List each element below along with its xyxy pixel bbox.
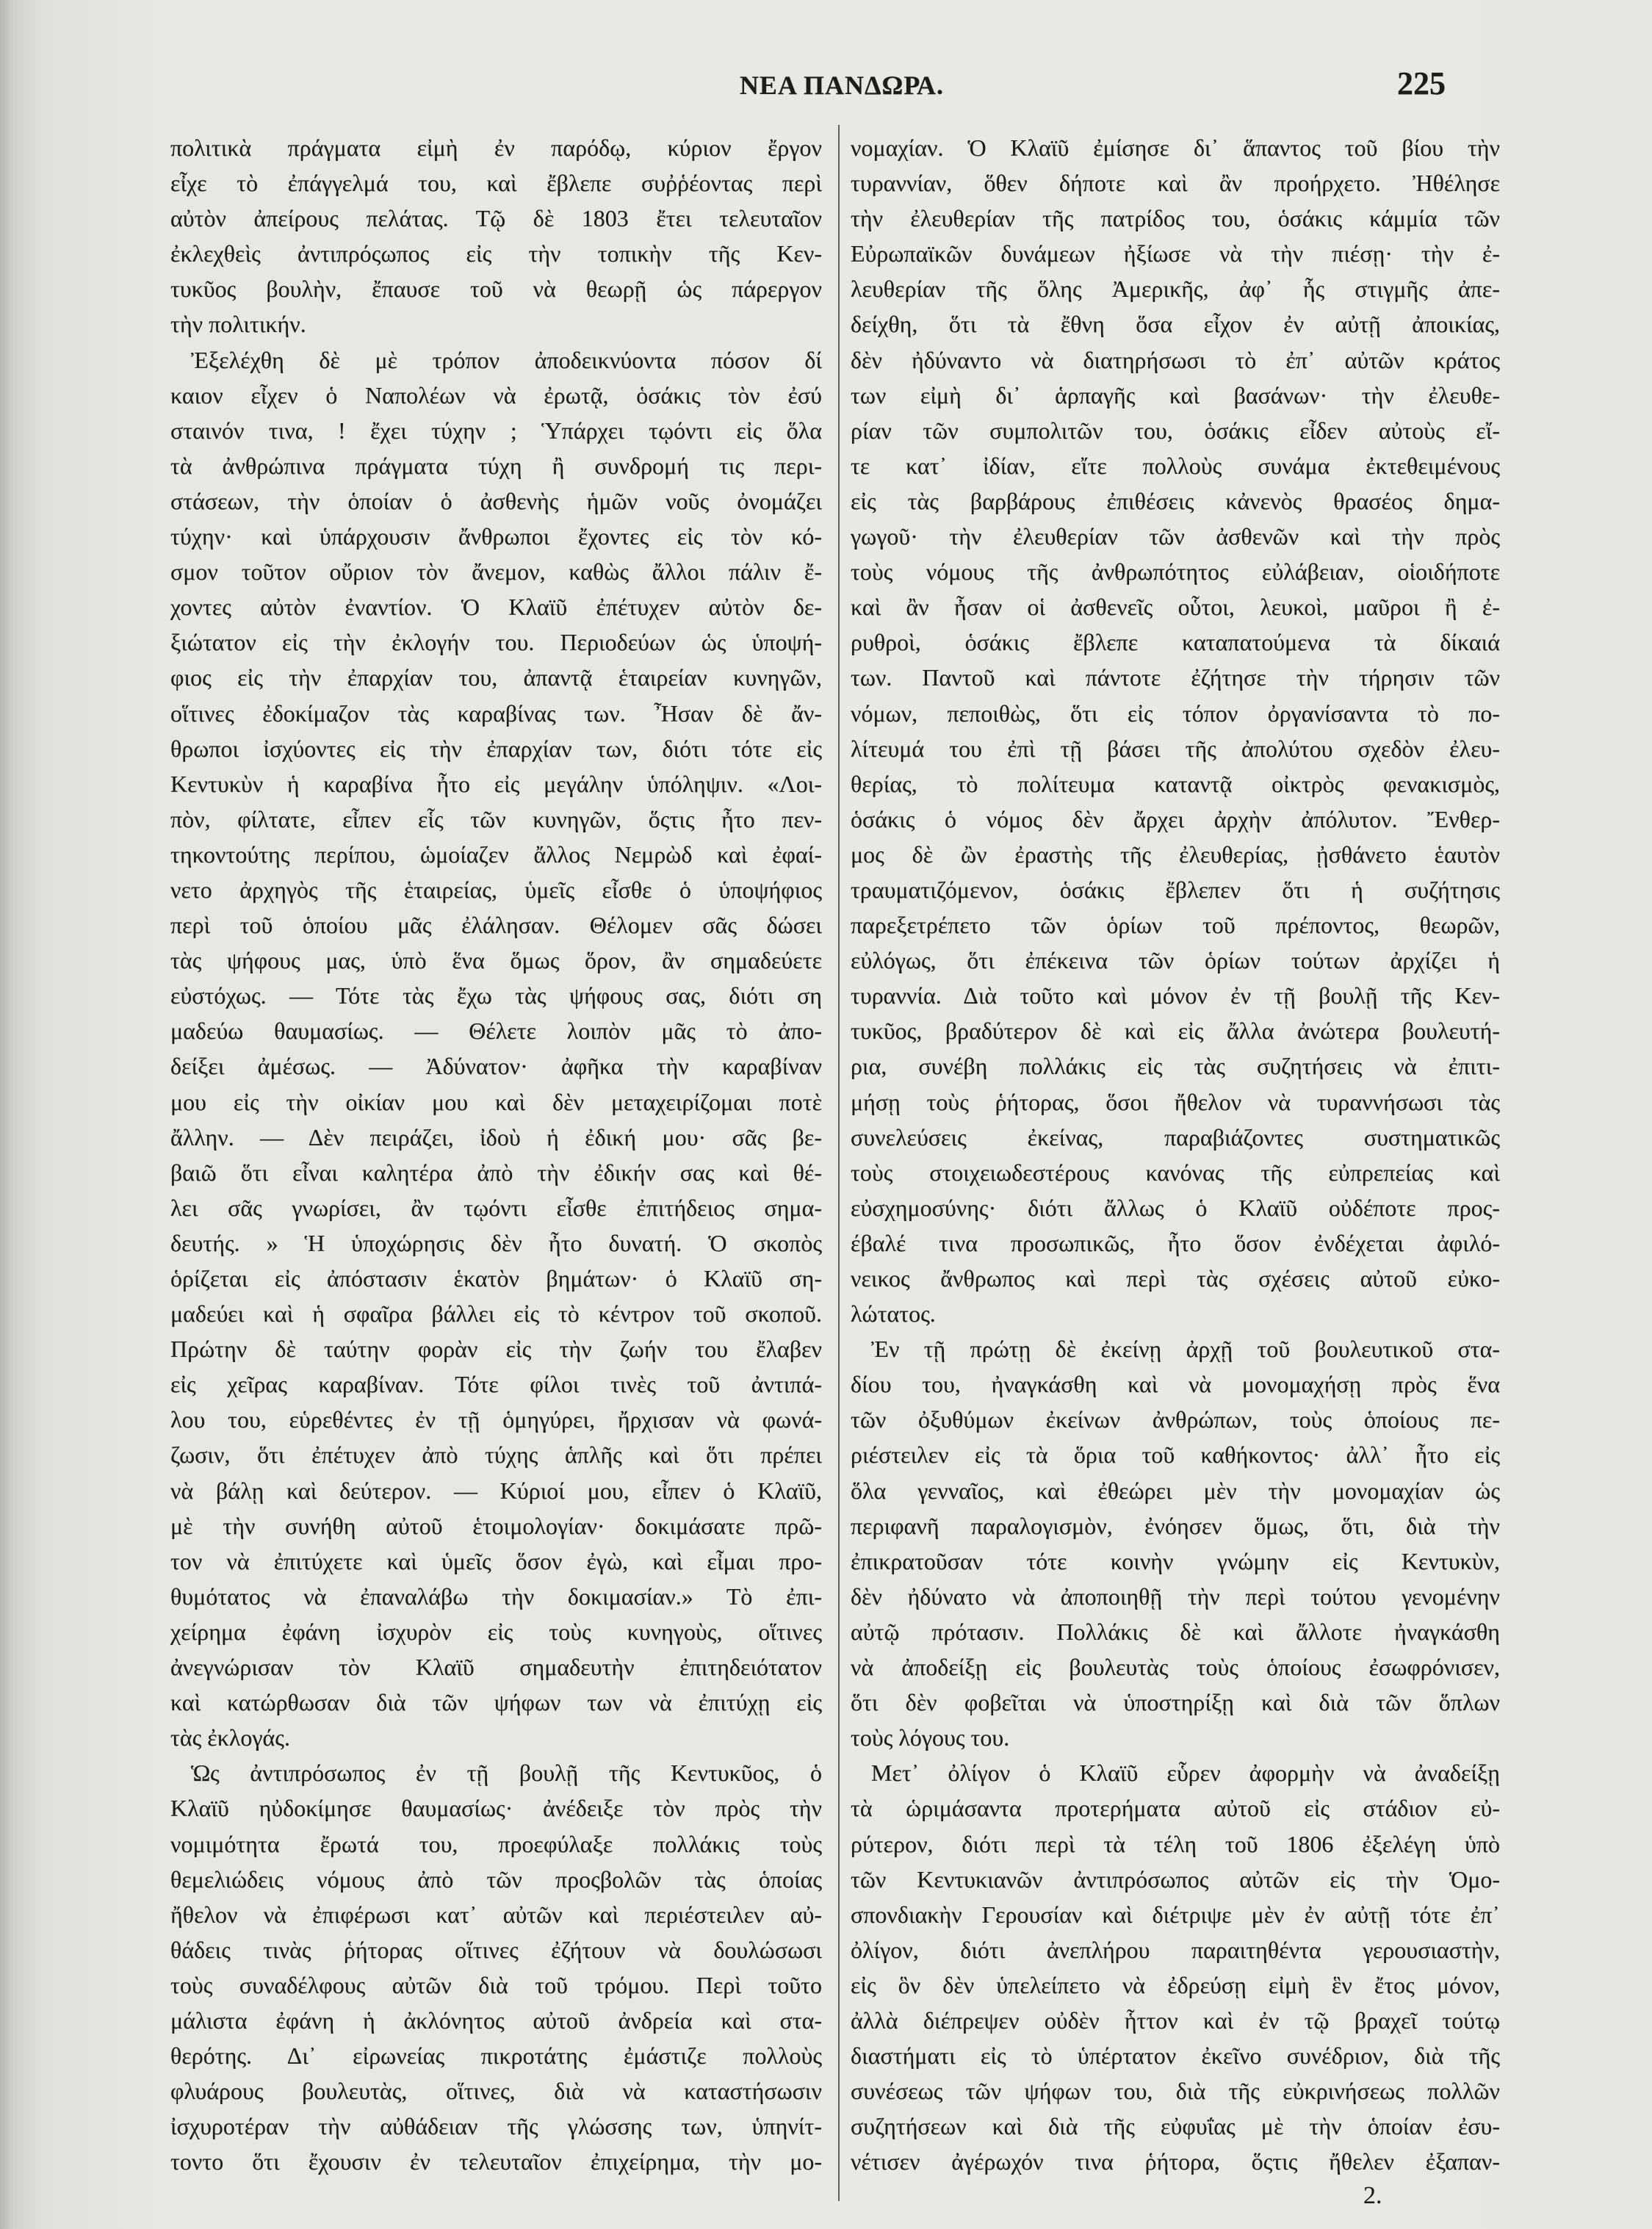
- text-line: ζωσιν, ὅτι ἐπέτυχεν ἀπὸ τύχης ἁπλῆς καὶ ὅτι πρέπει: [170, 1441, 822, 1469]
- text-line: νὰ βάλῃ καὶ δεύτερον. — Κύριοί μου, εἶπεν ὁ Κλαϊῦ,: [170, 1477, 822, 1504]
- page-number: 225: [1397, 65, 1446, 101]
- text-line: μὲ τὴν συνήθη αὐτοῦ ἑτοιμολογίαν· δοκιμάσατε πρῶ-: [170, 1512, 822, 1539]
- text-line: οἵτινες ἐδοκίμαζον τὰς καραβίνας των. Ἦσαν δὲ ἄν-: [170, 699, 822, 727]
- text-line: θάδεις τινὰς ῥήτορας οἵτινες ἐζήτουν νὰ δουλώσωσι: [170, 1936, 822, 1963]
- text-line: δείξει ἀμέσως. — Ἀδύνατον· ἀφῆκα τὴν καραβίναν: [170, 1053, 822, 1080]
- text-line: τῶν Κεντυκιανῶν ἀντιπρόσωπος αὐτῶν εἰς τὴν Ὁμο-: [851, 1865, 1500, 1893]
- text-line: θεμελιώδεις νόμους ἀπὸ τῶν προςβολῶν τὰς ὁποίας: [170, 1865, 822, 1893]
- text-line: πολιτικὰ πράγματα εἰμὴ ἐν παρόδῳ, κύριον ἔργον: [170, 134, 822, 161]
- text-line: εἰς ὃν δὲν ὑπελείπετο νὰ ἐδρεύσῃ εἰμὴ ἓν ἔτος μόνον,: [851, 1971, 1500, 1998]
- text-line: σπονδιακὴν Γερουσίαν καὶ διέτριψε μὲν ἐν αὐτῇ τότε ἐπ᾽: [851, 1901, 1500, 1928]
- text-line: μήσῃ τοὺς ῥήτορας, ὅσοι ἤθελον νὰ τυραννήσωσι τὰς: [851, 1088, 1500, 1115]
- text-line: ὁσάκις ὁ νόμος δὲν ἄρχει ἀρχὴν ἀπόλυτον. Ἔνθερ-: [851, 805, 1500, 832]
- text-line: τὴν πολιτικήν.: [170, 311, 306, 338]
- paragraph-start-line: Ὡς ἀντιπρόσωπος ἐν τῇ βουλῇ τῆς Κεντυκῦος, ὁ: [191, 1760, 822, 1787]
- text-line: νέτισεν ἀγέρωχόν τινα ῥήτορα, ὅςτις ἤθελεν ἐξαπαν-: [851, 2148, 1500, 2175]
- text-line: σμον τοῦτον οὔριον τὸν ἄνεμον, καθὼς ἄλλοι πάλιν ἔ-: [170, 558, 822, 586]
- text-line: θυμότατος νὰ ἐπαναλάβω τὴν δοκιμασίαν.» Τὸ ἐπι-: [170, 1582, 822, 1610]
- text-line: Κλαϊῦ ηὐδοκίμησε θαυμασίως· ἀνέδειξε τὸν πρὸς τὴν: [170, 1795, 822, 1822]
- text-line: μάλιστα ἐφάνη ἡ ἀκλόνητος αὐτοῦ ἀνδρεία καὶ στα-: [170, 2006, 822, 2034]
- text-line: λει σᾶς γνωρίσει, ἂν τῳόντι εἶσθε ἐπιτήδειος σημα-: [170, 1194, 822, 1221]
- text-line: θερίας, τὸ πολίτευμα καταντᾷ οἰκτρὸς φενακισμὸς,: [851, 770, 1500, 797]
- text-line: τοὺς λόγους του.: [851, 1724, 1010, 1751]
- text-line: ὅλα γενναῖος, καὶ ἐθεώρει μὲν τὴν μονομαχίαν ὡς: [851, 1477, 1500, 1504]
- text-line: τον νὰ ἐπιτύχετε καὶ ὑμεῖς ὅσον ἐγὼ, καὶ εἶμαι προ-: [170, 1547, 822, 1574]
- text-line: έβαλέ τινα προσωπικῶς, ἦτο ὅσον ἐνδέχεται ἀφιλό-: [851, 1229, 1500, 1256]
- text-line: λευθερίαν τῆς ὅλης Ἀμερικῆς, ἀφ᾽ ἧς στιγμῆς ἀπε-: [851, 276, 1500, 303]
- text-line: σταινόν τινα, ! ἔχει τύχην ; Ὑπάρχει τῳόντι εἰς ὅλα: [170, 417, 822, 444]
- text-line: εἰς τὰς βαρβάρους ἐπιθέσεις κἀνενὸς θρασέος δημα-: [851, 487, 1500, 514]
- text-line: χοντες αὐτὸν ἐναντίον. Ὁ Κλαϊῦ ἐπέτυχεν αὐτὸν δε-: [170, 594, 822, 621]
- text-line: ἀνεγνώρισαν τὸν Κλαϊῦ σημαδευτὴν ἐπιτηδειότατον: [170, 1654, 822, 1681]
- left-column: [170, 130, 822, 2179]
- column-divider: [838, 125, 840, 2201]
- text-line: δευτής. » Ἡ ὑποχώρησις δὲν ἦτο δυνατή. Ὁ σκοπὸς: [170, 1229, 822, 1256]
- text-line: δίου του, ἠναγκάσθη καὶ νὰ μονομαχήσῃ πρὸς ἕνα: [851, 1371, 1500, 1398]
- text-line: πὸν, φίλτατε, εἶπεν εἷς τῶν κυνηγῶν, ὅςτις ἦτο πεν-: [170, 805, 822, 832]
- text-line: μου εἰς τὴν οἰκίαν μου καὶ δὲν μεταχειρίζομαι ποτὲ: [170, 1088, 822, 1115]
- text-line: τὰς ψήφους μας, ὑπὸ ἕνα ὅμως ὅρον, ἂν σημαδεύετε: [170, 947, 822, 974]
- text-line: αὐτὸν ἀπείρους πελάτας. Τῷ δὲ 1803 ἔτει τελευταῖον: [170, 205, 822, 232]
- text-line: νόμων, πεποιθὼς, ὅτι εἰς τόπον ὀργανίσαντα τὸ πο-: [851, 699, 1500, 727]
- text-line: δὲν ἠδύνατο νὰ ἀποποιηθῇ τὴν περὶ τούτου γενομένην: [851, 1582, 1500, 1610]
- text-line: ριέστειλεν εἰς τὰ ὅρια τοῦ καθήκοντος· ἀλλ᾽ ἦτο εἰς: [851, 1441, 1500, 1469]
- text-line: ρύτερον, διότι περὶ τὰ τέλη τοῦ 1806 ἐξελέγη ὑπὸ: [851, 1830, 1500, 1857]
- text-line: ἄλλην. — Δὲν πειράζει, ἰδοὺ ἡ ἐδική μου· σᾶς βε-: [170, 1123, 822, 1150]
- paragraph-start-line: Ἐξελέχθη δὲ μὲ τρόπον ἀποδεικνύοντα πόσον δί: [191, 346, 822, 373]
- text-line: τοντο ὅτι ἔχουσιν ἐν τελευταῖον ἐπιχείρημα, τὴν μο-: [170, 2148, 822, 2175]
- text-line: φιος εἰς τὴν ἐπαρχίαν του, ἀπαντᾷ ἑταιρείαν κυνηγῶν,: [170, 664, 822, 691]
- text-line: τὰ ὡριμάσαντα προτερήματα αὐτοῦ εἰς στάδιον εὐ-: [851, 1795, 1500, 1822]
- text-line: τὰ ἀνθρώπινα πράγματα τύχη ἢ συνδρομή τις περι-: [170, 452, 822, 479]
- text-line: Πρώτην δὲ ταύτην φορὰν εἰς τὴν ζωήν του ἔλαβεν: [170, 1336, 822, 1363]
- text-line: εὐλόγως, ὅτι ἐπέκεινα τῶν ὁρίων τούτων ἀρχίζει ἡ: [851, 947, 1500, 974]
- text-line: τὰς ἐκλογάς.: [170, 1724, 290, 1751]
- text-line: τῶν ὀξυθύμων ἐκείνων ἀνθρώπων, τοὺς ὁποίους πε-: [851, 1406, 1500, 1433]
- text-line: τὴν ἐλευθερίαν τῆς πατρίδος του, ὁσάκις κάμμία τῶν: [851, 205, 1500, 232]
- text-line: μαδεύει καὶ ἡ σφαῖρα βάλλει εἰς τὸ κέντρον τοῦ σκοποῦ.: [170, 1300, 822, 1328]
- text-line: καὶ κατώρθωσαν διὰ τῶν ψήφων των νὰ ἐπιτύχῃ εἰς: [170, 1689, 822, 1716]
- running-title: ΝΕΑ ΠΑΝΔΩΡΑ.: [739, 71, 945, 100]
- text-line: νεικος ἄνθρωπος καὶ περὶ τὰς σχέσεις αὐτοῦ εὐκο-: [851, 1265, 1500, 1292]
- text-line: ὁρίζεται εἰς ἀπόστασιν ἑκατὸν βημάτων· ὁ Κλαϊῦ ση-: [170, 1265, 822, 1292]
- text-line: τραυματιζόμενον, ὁσάκις ἔβλεπεν ὅτι ἡ συζήτησις: [851, 876, 1500, 903]
- text-line: νὰ ἀποδείξῃ εἰς βουλευτὰς τοὺς ὁποίους ἐσωφρόνισεν,: [851, 1654, 1500, 1681]
- text-line: ρίαν τῶν συμπολιτῶν του, ὁσάκις εἶδεν αὐτοὺς εἴ-: [851, 417, 1500, 444]
- text-line: των. Παντοῦ καὶ πάντοτε ἐζήτησε τὴν τήρησιν τῶν: [851, 664, 1500, 691]
- text-line: ἰσχυροτέραν τὴν αὐθάδειαν τῆς γλώσσης των, ὑπηνίτ-: [170, 2113, 822, 2140]
- text-line: θρωποι ἰσχύοντες εἰς τὴν ἐπαρχίαν των, διότι τότε εἰς: [170, 735, 822, 762]
- text-line: παρεξετρέπετο τῶν ὁρίων τοῦ πρέποντος, θεωρῶν,: [851, 912, 1500, 939]
- text-line: τυραννίαν, ὅθεν δήποτε καὶ ἂν προήρχετο. Ἠθέλησε: [851, 170, 1500, 197]
- text-line: τυραννία. Διὰ τοῦτο καὶ μόνον ἐν τῇ βουλῇ τῆς Κεν-: [851, 982, 1500, 1009]
- text-line: λου του, εὑρεθέντες ἐν τῇ ὁμηγύρει, ἤρχισαν νὰ φωνά-: [170, 1406, 822, 1433]
- text-line: ἐπικρατοῦσαν τότε κοινὴν γνώμην εἰς Κεντυκὺν,: [851, 1547, 1500, 1574]
- text-line: εἰς χεῖρας καραβίναν. Τότε φίλοι τινὲς τοῦ ἀντιπά-: [170, 1371, 822, 1398]
- text-line: νετο ἀρχηγὸς τῆς ἑταιρείας, ὑμεῖς εἶσθε ὁ ὑποψήφιος: [170, 876, 822, 903]
- text-line: ρυθροὶ, ὁσάκις ἔβλεπε καταπατούμενα τὰ δίκαιά: [851, 629, 1500, 656]
- text-line: ἀλλὰ διέπρεψεν οὐδὲν ἧττον καὶ ἐν τῷ βραχεῖ τούτῳ: [851, 2006, 1500, 2034]
- text-line: ὅτι δὲν φοβεῖται νὰ ὑποστηρίξῃ καὶ διὰ τῶν ὅπλων: [851, 1689, 1500, 1716]
- text-line: εὐσχημοσύνης· διότι ἄλλως ὁ Κλαϊῦ οὐδέποτε προς-: [851, 1194, 1500, 1221]
- text-line: τηκοντούτης περίπου, ὡμοίαζεν ἄλλος Νεμρὼδ καὶ ἐφαί-: [170, 840, 822, 868]
- text-line: γωγοῦ· τὴν ἐλευθερίαν τῶν ἀσθενῶν καὶ τὴν πρὸς: [851, 523, 1500, 550]
- paragraph-start-line: Μετ᾽ ὀλίγον ὁ Κλαϊῦ εὗρεν ἀφορμὴν νὰ ἀναδείξῃ: [871, 1760, 1500, 1787]
- text-line: λίτευμά του ἐπὶ τῇ βάσει τῆς ἀπολύτου σχεδὸν ἐλευ-: [851, 735, 1500, 762]
- text-line: αὐτῷ πρότασιν. Πολλάκις δὲ καὶ ἄλλοτε ἠναγκάσθη: [851, 1618, 1500, 1645]
- text-line: περὶ τοῦ ὁποίου μᾶς ἐλάλησαν. Θέλομεν σᾶς δώσει: [170, 912, 822, 939]
- text-line: συνελεύσεις ἐκείνας, παραβιάζοντες συστηματικῶς: [851, 1123, 1500, 1150]
- text-line: τοὺς συναδέλφους αὐτῶν διὰ τοῦ τρόμου. Περὶ τοῦτο: [170, 1971, 822, 1998]
- text-line: νομαχίαν. Ὁ Κλαϊῦ ἐμίσησε δι᾽ ἅπαντος τοῦ βίου τὴν: [851, 134, 1500, 161]
- text-line: μος δὲ ὢν ἐραστὴς τῆς ἐλευθερίας, ᾐσθάνετο ἑαυτὸν: [851, 840, 1500, 868]
- text-line: ἐκλεχθεὶς ἀντιπρόςωπος εἰς τὴν τοπικὴν τῆς Κεν-: [170, 240, 822, 267]
- text-line: τυκῦος, βραδύτερον δὲ καὶ εἰς ἄλλα ἀνώτερα βουλευτή-: [851, 1018, 1500, 1045]
- text-line: ρια, συνέβη πολλάκις εἰς τὰς συζητήσεις νὰ ἐπιτι-: [851, 1053, 1500, 1080]
- text-line: ἤθελον νὰ ἐπιφέρωσι κατ᾽ αὐτῶν καὶ περιέστειλεν αὐ-: [170, 1901, 822, 1928]
- text-line: ὀλίγον, διότι ἀνεπλήρου παραιτηθέντα γερουσιαστὴν,: [851, 1936, 1500, 1963]
- text-line: εὐστόχως. — Τότε τὰς ἔχω τὰς ψήφους σας, διότι ση: [170, 982, 822, 1009]
- text-line: μαδεύω θαυμασίως. — Θέλετε λοιπὸν μᾶς τὸ ἀπο-: [170, 1018, 822, 1045]
- signature-mark: 2.: [1363, 2182, 1382, 2209]
- text-line: φλυάρους βουλευτὰς, οἵτινες, διὰ νὰ καταστήσωσιν: [170, 2078, 822, 2105]
- paragraph-start-line: Ἐν τῇ πρώτῃ δὲ ἐκείνῃ ἀρχῇ τοῦ βουλευτικοῦ στα-: [871, 1336, 1500, 1363]
- text-line: τοὺς στοιχειωδεστέρους κανόνας τῆς εὐπρεπείας καὶ: [851, 1159, 1500, 1186]
- text-line: χείρημα ἐφάνη ἰσχυρὸν εἰς τοὺς κυνηγοὺς, οἵτινες: [170, 1618, 822, 1645]
- text-line: τύχην· καὶ ὑπάρχουσιν ἄνθρωποι ἔχοντες εἰς τὸν κό-: [170, 523, 822, 550]
- text-line: νομιμότητα ἔρωτά του, προεφύλαξε πολλάκις τοὺς: [170, 1830, 822, 1857]
- text-line: στάσεων, τὴν ὁποίαν ὁ ἀσθενὴς ἡμῶν νοῦς ὀνομάζει: [170, 487, 822, 514]
- text-line: περιφανῆ παραλογισμὸν, ἐνόησεν ὅμως, ὅτι, διὰ τὴν: [851, 1512, 1500, 1539]
- text-line: δείχθη, ὅτι τὰ ἔθνη ὅσα εἶχον ἐν αὐτῇ ἀποικίας,: [851, 311, 1500, 338]
- text-line: καιον εἶχεν ὁ Ναπολέων νὰ ἐρωτᾷ, ὁσάκις τὸν ἐσύ: [170, 381, 822, 408]
- text-line: δὲν ἠδύναντο νὰ διατηρήσωσι τὸ ἐπ᾽ αὐτῶν κράτος: [851, 346, 1500, 373]
- text-line: συζητήσεων καὶ διὰ τῆς εὐφυΐας μὲ τὴν ὁποίαν ἐσυ-: [851, 2113, 1500, 2140]
- text-line: των εἰμὴ δι᾽ ἁρπαγῆς καὶ βασάνων· τὴν ἐλευθε-: [851, 381, 1500, 408]
- text-line: λώτατος.: [851, 1300, 936, 1328]
- text-line: βαιῶ ὅτι εἶναι καλητέρα ἀπὸ τὴν ἐδικήν σας καὶ θέ-: [170, 1159, 822, 1186]
- text-line: διαστήματι εἰς τὸ ὑπέρτατον ἐκεῖνο συνέδριον, διὰ τῆς: [851, 2042, 1500, 2070]
- text-line: Εὐρωπαϊκῶν δυνάμεων ἠξίωσε νὰ τὴν πιέσῃ· τὴν ἐ-: [851, 240, 1500, 267]
- text-line: εἶχε τὸ ἐπάγγελμά του, καὶ ἔβλεπε συῤῥέοντας περὶ: [170, 170, 822, 197]
- text-line: τοὺς νόμους τῆς ἀνθρωπότητος εὐλάβειαν, οἱοιδήποτε: [851, 558, 1500, 586]
- text-line: συνέσεως τῶν ψήφων του, διὰ τῆς εὐκρινήσεως πολλῶν: [851, 2078, 1500, 2105]
- text-line: καὶ ἂν ἦσαν οἱ ἀσθενεῖς οὗτοι, λευκοὶ, μαῦροι ἢ ἐ-: [851, 594, 1500, 621]
- right-column: [851, 130, 1500, 2179]
- text-line: ξιώτατον εἰς τὴν ἐκλογήν του. Περιοδεύων ὡς ὑποψή-: [170, 629, 822, 656]
- text-line: τε κατ᾽ ἰδίαν, εἴτε πολλοὺς συνάμα ἐκτεθειμένους: [851, 452, 1500, 479]
- text-line: θερότης. Δι᾽ εἰρωνείας πικροτάτης ἐμάστιζε πολλοὺς: [170, 2042, 822, 2070]
- text-line: Κεντυκὺν ἡ καραβίνα ἦτο εἰς μεγάλην ὑπόληψιν. «Λοι-: [170, 770, 822, 797]
- text-line: τυκῦος βουλὴν, ἔπαυσε τοῦ νὰ θεωρῇ ὡς πάρεργον: [170, 276, 822, 303]
